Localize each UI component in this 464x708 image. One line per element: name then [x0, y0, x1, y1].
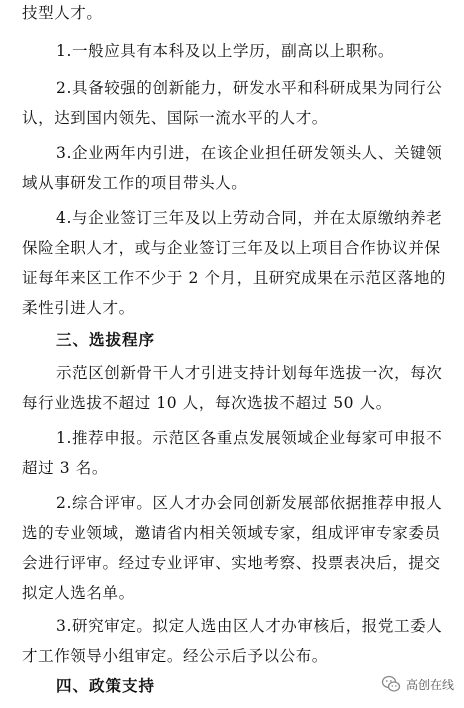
- wechat-watermark: [381, 674, 454, 694]
- text-line-10: 柔性引进人才。: [22, 299, 135, 317]
- text-line-12: 每行业选拔不超过 10 人，每次选拔不超过 50 人。: [22, 394, 392, 412]
- text-line-3: 2.具备较强的创新能力，研发水平和科研成果为同行公: [56, 79, 443, 97]
- text-line-20: 才工作领导小组审定。经公示后予以公布。: [22, 647, 328, 665]
- text-line-5: 3.企业两年内引进，在该企业担任研发领头人、关键领: [56, 144, 443, 162]
- text-line-2: 1.一般应具有本科及以上学历，副高以上职称。: [56, 42, 394, 60]
- text-line-17: 会进行评审。经过专业评审、实地考察、投票表决后，提交: [22, 554, 441, 572]
- text-line-16: 选的专业领域，邀请省内相关领域专家，组成评审专家委员: [22, 524, 441, 542]
- text-line-14: 超过 3 名。: [22, 459, 108, 477]
- text-line-6: 域从事研发工作的项目带头人。: [22, 174, 248, 192]
- text-line-19: 3.研究审定。拟定人选由区人才办审核后，报党工委人: [56, 617, 443, 635]
- text-line-13: 1.推荐申报。示范区各重点发展领域企业每家可申报不: [56, 429, 443, 447]
- text-line-8: 保险全职人才，或与企业签订三年及以上项目合作协议并保: [22, 239, 441, 257]
- section-heading-policy: 四、政策支持: [56, 677, 156, 695]
- watermark-text: 高创在线: [405, 677, 454, 692]
- text-line-11: 示范区创新骨干人才引进支持计划每年选拔一次，每次: [56, 364, 443, 382]
- text-line-1: 技型人才。: [22, 4, 103, 22]
- section-heading-selection: 三、选拔程序: [56, 331, 156, 349]
- text-line-15: 2.综合评审。区人才办会同创新发展部依据推荐申报人: [56, 494, 443, 512]
- text-line-18: 拟定人选名单。: [22, 584, 135, 602]
- text-line-7: 4.与企业签订三年及以上劳动合同，并在太原缴纳养老: [56, 209, 443, 227]
- text-line-9: 证每年来区工作不少于 2 个月，且研究成果在示范区落地的: [22, 269, 447, 287]
- wechat-icon: [381, 674, 401, 694]
- text-line-4: 认，达到国内领先、国际一流水平的人才。: [22, 109, 328, 127]
